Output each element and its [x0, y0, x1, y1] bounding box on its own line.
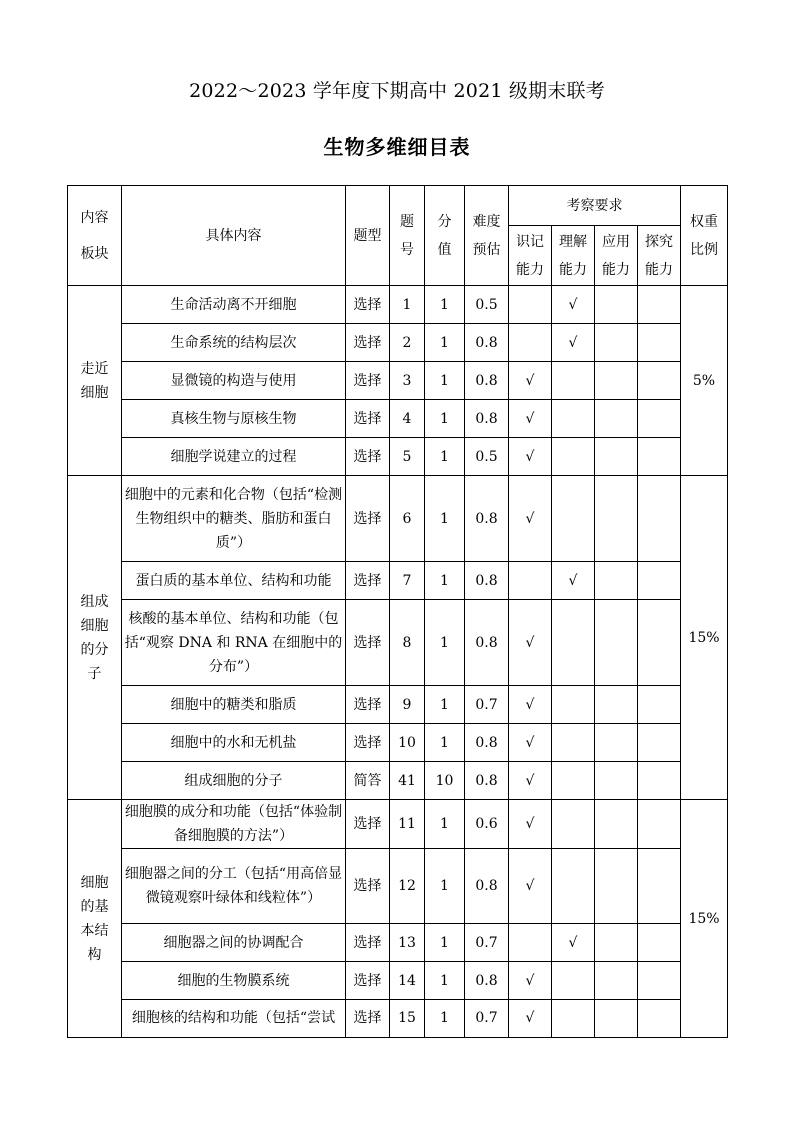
row-score: 1 — [425, 1000, 465, 1038]
row-score: 1 — [425, 400, 465, 438]
ability-explore-cell — [638, 924, 681, 962]
row-type: 选择 — [346, 849, 390, 924]
row-content: 细胞中的元素和化合物（包括“检测生物组织中的糖类、脂肪和蛋白质”） — [122, 476, 346, 562]
ability-understand-cell — [552, 286, 595, 324]
weight-ratio: 15% — [681, 476, 728, 800]
ability-explore-cell — [638, 1000, 681, 1038]
ability-memory-cell — [509, 724, 552, 762]
table-row — [68, 362, 728, 400]
row-type: 选择 — [346, 1000, 390, 1038]
row-content: 真核生物与原核生物 — [122, 400, 346, 438]
ability-understand-cell — [552, 724, 595, 762]
ability-apply-cell — [595, 562, 638, 600]
document-subtitle: 生物多维细目表 — [323, 135, 471, 159]
row-type: 选择 — [346, 962, 390, 1000]
table-row — [68, 849, 728, 924]
check-mark: √ — [568, 296, 578, 313]
row-difficulty: 0.7 — [465, 686, 509, 724]
row-content: 显微镜的构造与使用 — [122, 362, 346, 400]
row-difficulty: 0.5 — [465, 286, 509, 324]
ability-explore-cell — [638, 476, 681, 562]
row-difficulty: 0.8 — [465, 562, 509, 600]
ability-explore-cell — [638, 849, 681, 924]
row-content: 蛋白质的基本单位、结构和功能 — [122, 562, 346, 600]
row-difficulty: 0.8 — [465, 762, 509, 800]
ability-memory-cell — [509, 324, 552, 362]
check-mark: √ — [525, 696, 535, 713]
row-score: 1 — [425, 476, 465, 562]
row-score: 1 — [425, 438, 465, 476]
content-block: 走近 细胞 — [68, 286, 122, 476]
header-block: 内容 板块 — [68, 186, 122, 286]
row-difficulty: 0.8 — [465, 362, 509, 400]
ability-apply-cell — [595, 400, 638, 438]
ability-apply-cell — [595, 1000, 638, 1038]
table-row — [68, 762, 728, 800]
row-number: 14 — [390, 962, 425, 1000]
ability-memory-cell — [509, 286, 552, 324]
header-apply: 应用 能力 — [595, 226, 638, 286]
row-content: 生命活动离不开细胞 — [122, 286, 346, 324]
row-number: 7 — [390, 562, 425, 600]
ability-memory-cell — [509, 962, 552, 1000]
ability-apply-cell — [595, 800, 638, 849]
check-mark: √ — [525, 972, 535, 989]
row-number: 15 — [390, 1000, 425, 1038]
ability-apply-cell — [595, 286, 638, 324]
row-score: 1 — [425, 686, 465, 724]
ability-explore-cell — [638, 724, 681, 762]
row-difficulty: 0.8 — [465, 476, 509, 562]
check-mark: √ — [568, 572, 578, 589]
specification-table — [67, 185, 728, 1038]
row-number: 4 — [390, 400, 425, 438]
row-type: 选择 — [346, 324, 390, 362]
ability-memory-cell — [509, 924, 552, 962]
row-type: 选择 — [346, 438, 390, 476]
row-number: 5 — [390, 438, 425, 476]
row-score: 1 — [425, 600, 465, 686]
check-mark: √ — [525, 372, 535, 389]
table-row — [68, 438, 728, 476]
ability-understand-cell — [552, 562, 595, 600]
ability-explore-cell — [638, 800, 681, 849]
row-difficulty: 0.5 — [465, 438, 509, 476]
row-difficulty: 0.8 — [465, 400, 509, 438]
row-score: 1 — [425, 362, 465, 400]
row-content: 生命系统的结构层次 — [122, 324, 346, 362]
header-row — [68, 186, 728, 226]
check-mark: √ — [525, 816, 535, 832]
ability-explore-cell — [638, 686, 681, 724]
row-content: 细胞的生物膜系统 — [122, 962, 346, 1000]
row-number: 9 — [390, 686, 425, 724]
weight-ratio: 5% — [681, 286, 728, 476]
ability-explore-cell — [638, 324, 681, 362]
row-number: 3 — [390, 362, 425, 400]
table-row — [68, 324, 728, 362]
ability-understand-cell — [552, 438, 595, 476]
table-row — [68, 724, 728, 762]
row-number: 8 — [390, 600, 425, 686]
ability-understand-cell — [552, 324, 595, 362]
check-mark: √ — [525, 448, 535, 465]
row-type: 简答 — [346, 762, 390, 800]
header-type: 题型 — [346, 186, 390, 286]
row-difficulty: 0.7 — [465, 924, 509, 962]
row-content: 细胞核的结构和功能（包括“尝试 — [122, 1000, 346, 1038]
row-score: 1 — [425, 849, 465, 924]
ability-explore-cell — [638, 438, 681, 476]
ability-memory-cell — [509, 562, 552, 600]
row-number: 10 — [390, 724, 425, 762]
row-number: 2 — [390, 324, 425, 362]
ability-apply-cell — [595, 438, 638, 476]
check-mark: √ — [525, 1010, 535, 1026]
ability-understand-cell — [552, 686, 595, 724]
ability-explore-cell — [638, 600, 681, 686]
ability-understand-cell — [552, 600, 595, 686]
ability-understand-cell — [552, 362, 595, 400]
row-difficulty: 0.8 — [465, 849, 509, 924]
header-difficulty: 难度 预估 — [465, 186, 509, 286]
table-row — [68, 600, 728, 686]
row-content: 组成细胞的分子 — [122, 762, 346, 800]
row-content: 细胞器之间的分工（包括“用高倍显微镜观察叶绿体和线粒体”） — [122, 849, 346, 924]
ability-apply-cell — [595, 762, 638, 800]
weight-ratio: 15% — [681, 800, 728, 1038]
ability-apply-cell — [595, 849, 638, 924]
header-content: 具体内容 — [122, 186, 346, 286]
row-score: 1 — [425, 962, 465, 1000]
ability-memory-cell — [509, 849, 552, 924]
row-type: 选择 — [346, 476, 390, 562]
row-difficulty: 0.8 — [465, 600, 509, 686]
row-type: 选择 — [346, 686, 390, 724]
ability-explore-cell — [638, 400, 681, 438]
check-mark: √ — [525, 634, 535, 651]
row-number: 11 — [390, 800, 425, 849]
check-mark: √ — [568, 334, 578, 351]
row-difficulty: 0.6 — [465, 800, 509, 849]
row-content: 细胞中的水和无机盐 — [122, 724, 346, 762]
row-number: 1 — [390, 286, 425, 324]
check-mark: √ — [525, 510, 535, 527]
table-row — [68, 400, 728, 438]
content-block: 组成 细胞 的分 子 — [68, 476, 122, 800]
ability-memory-cell — [509, 438, 552, 476]
row-number: 13 — [390, 924, 425, 962]
row-content: 核酸的基本单位、结构和功能（包括“观察 DNA 和 RNA 在细胞中的分布”） — [122, 600, 346, 686]
header-explore: 探究 能力 — [638, 226, 681, 286]
ability-explore-cell — [638, 562, 681, 600]
header-requirement: 考察要求 — [509, 186, 681, 226]
ability-explore-cell — [638, 286, 681, 324]
row-type: 选择 — [346, 724, 390, 762]
row-content: 细胞学说建立的过程 — [122, 438, 346, 476]
row-number: 6 — [390, 476, 425, 562]
row-content: 细胞器之间的协调配合 — [122, 924, 346, 962]
ability-explore-cell — [638, 362, 681, 400]
ability-understand-cell — [552, 962, 595, 1000]
row-score: 1 — [425, 924, 465, 962]
check-mark: √ — [568, 934, 578, 951]
ability-explore-cell — [638, 962, 681, 1000]
row-score: 10 — [425, 762, 465, 800]
row-difficulty: 0.7 — [465, 1000, 509, 1038]
ability-memory-cell — [509, 686, 552, 724]
ability-understand-cell — [552, 849, 595, 924]
row-score: 1 — [425, 724, 465, 762]
ability-memory-cell — [509, 762, 552, 800]
check-mark: √ — [525, 410, 535, 427]
header-memory: 识记 能力 — [509, 226, 552, 286]
check-mark: √ — [525, 734, 535, 751]
table-row — [68, 800, 728, 849]
ability-apply-cell — [595, 686, 638, 724]
ability-apply-cell — [595, 476, 638, 562]
check-mark: √ — [525, 878, 535, 894]
header-score: 分 值 — [425, 186, 465, 286]
ability-understand-cell — [552, 400, 595, 438]
ability-memory-cell — [509, 1000, 552, 1038]
row-type: 选择 — [346, 562, 390, 600]
ability-apply-cell — [595, 724, 638, 762]
table-row — [68, 286, 728, 324]
table-row — [68, 686, 728, 724]
ability-memory-cell — [509, 600, 552, 686]
row-type: 选择 — [346, 362, 390, 400]
row-number: 41 — [390, 762, 425, 800]
table-row — [68, 924, 728, 962]
ability-understand-cell — [552, 762, 595, 800]
ability-apply-cell — [595, 362, 638, 400]
content-block: 细胞 的基 本结 构 — [68, 800, 122, 1038]
row-content: 细胞膜的成分和功能（包括“体验制备细胞膜的方法”） — [122, 800, 346, 849]
ability-apply-cell — [595, 924, 638, 962]
ability-apply-cell — [595, 962, 638, 1000]
header-weight: 权重 比例 — [681, 186, 728, 286]
ability-apply-cell — [595, 600, 638, 686]
row-score: 1 — [425, 562, 465, 600]
header-number: 题 号 — [390, 186, 425, 286]
table-row — [68, 476, 728, 562]
row-content: 细胞中的糖类和脂质 — [122, 686, 346, 724]
ability-understand-cell — [552, 476, 595, 562]
ability-understand-cell — [552, 924, 595, 962]
header-understand: 理解 能力 — [552, 226, 595, 286]
row-type: 选择 — [346, 600, 390, 686]
row-score: 1 — [425, 324, 465, 362]
ability-memory-cell — [509, 800, 552, 849]
row-score: 1 — [425, 800, 465, 849]
table-row — [68, 562, 728, 600]
row-difficulty: 0.8 — [465, 324, 509, 362]
document-title: 2022～2023 学年度下期高中 2021 级期末联考 — [189, 80, 605, 102]
table-row — [68, 962, 728, 1000]
ability-memory-cell — [509, 400, 552, 438]
row-type: 选择 — [346, 800, 390, 849]
ability-explore-cell — [638, 762, 681, 800]
row-score: 1 — [425, 286, 465, 324]
ability-memory-cell — [509, 476, 552, 562]
row-type: 选择 — [346, 400, 390, 438]
row-number: 12 — [390, 849, 425, 924]
table-row — [68, 1000, 728, 1038]
row-difficulty: 0.8 — [465, 724, 509, 762]
ability-memory-cell — [509, 362, 552, 400]
check-mark: √ — [525, 772, 535, 789]
ability-understand-cell — [552, 800, 595, 849]
row-type: 选择 — [346, 924, 390, 962]
row-difficulty: 0.8 — [465, 962, 509, 1000]
ability-understand-cell — [552, 1000, 595, 1038]
ability-apply-cell — [595, 324, 638, 362]
row-type: 选择 — [346, 286, 390, 324]
